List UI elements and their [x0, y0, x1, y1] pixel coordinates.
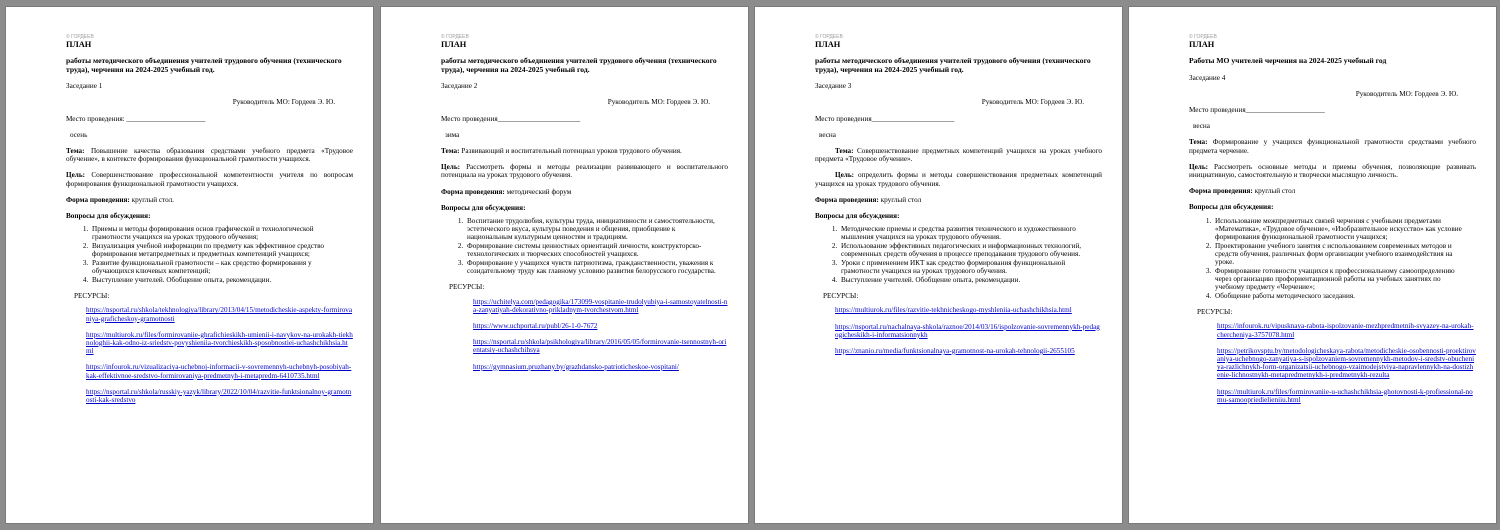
plan-heading: ПЛАН [66, 40, 92, 49]
topic-text: Совершенствование предметных компетенций учащихся на уроках учебного предмета «Трудовое обучение». [815, 147, 1103, 164]
form-label: Форма проведения: [815, 195, 879, 204]
question-item: 3. Уроки с применением ИКТ как средство формирования функциональной грамотности учащихся на уроках трудового обучения. [839, 259, 1096, 275]
question-item: 1. Приемы и методы формирования основ графической и технологической грамотности учащихся на уроках трудового обучения; [90, 225, 347, 241]
watermark: © ГОРДЕЕВ [66, 34, 94, 40]
goal-label: Цель: [1189, 162, 1209, 171]
season-label: весна [1193, 122, 1210, 131]
questions-heading: Вопросы для обсуждения: [1189, 203, 1274, 212]
leader-line: Руководитель МО: Гордеев Э. Ю. [1355, 89, 1458, 98]
resource-link[interactable]: https://infourok.ru/vipusknaya-rabota-ispolzovanie-mezhpredmetnih-svyazey-na-urokah-chercheniya-3757078.html [1217, 322, 1474, 339]
form-label: Форма проведения: [1189, 187, 1253, 196]
resource-link[interactable]: https://nsportal.ru/shkola/psikhologiya/library/2016/05/05/formirovanie-tsennostnyh-orientatsiy-uchashchihsya [473, 338, 727, 355]
session-number: Заседание 4 [1189, 73, 1226, 82]
resource-link[interactable]: https://multiurok.ru/files/formirovaniie-u-uchashchikhsia-ghotovnosti-k-profiessional-nomu-samoopriedielieniiu.html [1217, 387, 1473, 404]
page-2 [380, 6, 749, 524]
resource-link[interactable]: https://infourok.ru/vizualizaciya-uchebnoj-informacii-v-sovremennyh-uchebnyh-posobiyah-kak-effektivnoe-sredstvo-formirovaniya-predmetnyh-i-metapredm-6410735.html [86, 363, 352, 380]
topic-text: Повышение качества образования средствами учебного предмета «Трудовое обучение», в контексте формирования функциональной грамотности учащихся. [66, 147, 353, 164]
question-item: 4. Выступление учителей. Обобщение опыта, рекомендации. [839, 276, 1096, 284]
plan-title: работы методического объединения учителей трудового обучения (технического труда), черчения на 2024-2025 учебный год. [441, 56, 717, 74]
topic-label: Тема: [1189, 138, 1208, 147]
season-label: зима [445, 130, 460, 139]
resource-link[interactable]: https://www.uchportal.ru/publ/26-1-0-7672 [473, 322, 598, 331]
goal-label: Цель: [66, 171, 86, 180]
question-item: 1. Воспитание трудолюбия, культуры труда, инициативности и самостоятельности, эстетического вкуса, культуры поведения и общения, приобщение к национальным культурным ценностям и традициям. [465, 217, 722, 242]
plan-heading: ПЛАН [441, 40, 467, 49]
leader-line: Руководитель МО: Гордеев Э. Ю. [232, 98, 335, 107]
topic-paragraph [815, 147, 1108, 163]
topic-paragraph [1189, 138, 1482, 154]
resources-heading: РЕСУРСЫ: [823, 292, 859, 301]
place-line: Место проведения______________________ [1189, 106, 1325, 114]
watermark: © ГОРДЕЕВ [441, 34, 469, 40]
resources-links [66, 306, 359, 404]
place-line: Место проведения: ______________________ [66, 114, 206, 123]
goal-paragraph [441, 163, 734, 179]
goal-paragraph [1189, 163, 1482, 179]
topic-label: Тема: [66, 147, 85, 155]
resources-heading: РЕСУРСЫ: [1197, 308, 1233, 317]
page-4 [1128, 6, 1497, 524]
resources-heading: РЕСУРСЫ: [74, 292, 110, 301]
goal-paragraph [815, 171, 1108, 187]
topic-label: Тема: [441, 147, 460, 155]
form-paragraph [815, 196, 1108, 204]
question-item: 4. Выступление учителей. Обобщение опыта, рекомендации. [90, 276, 347, 284]
form-text: круглый стол [1254, 187, 1296, 196]
plan-title: работы методического объединения учителей трудового обучения (технического труда), черчения на 2024-2025 учебный год. [815, 56, 1091, 74]
season-label: весна [819, 130, 836, 139]
form-label: Форма проведения: [66, 195, 130, 204]
question-item: 1. Использование межпредметных связей черчения с учебными предметами «Математика», «Трудовое обучение», «Изобразительное искусство» как условие формирования функциональной грамотности учащихся; [1213, 217, 1470, 242]
question-item: 2. Проектирование учебного занятия с использованием современных методов и средств обучения, различных форм организации учебного взаимодействия на уроке. [1213, 242, 1470, 267]
form-paragraph [441, 188, 734, 196]
question-item: 4. Обобщение работы методического заседания. [1213, 292, 1470, 300]
form-text: круглый стол. [131, 195, 174, 204]
form-text: методический форум [506, 187, 572, 196]
session-number: Заседание 3 [815, 82, 852, 91]
leader-line: Руководитель МО: Гордеев Э. Ю. [981, 98, 1084, 107]
resource-link[interactable]: https://nsportal.ru/nachalnaya-shkola/raznoe/2014/03/16/ispolzovanie-sovremennykh-pedagogicheskikh-i-informatsionnykh [835, 322, 1100, 339]
topic-text: Развивающий и воспитательный потенциал уроков трудового обучения. [461, 147, 682, 155]
page-3 [754, 6, 1123, 524]
form-paragraph [1189, 187, 1482, 195]
question-item: 2. Формирование системы ценностных ориентаций личности, конструкторско-технологических и творческих способностей учащихся. [465, 242, 722, 258]
form-label: Форма проведения: [441, 187, 505, 196]
resources-heading: РЕСУРСЫ: [449, 283, 485, 292]
question-item: 3. Формирование у учащихся чувств патриотизма, гражданственности, уважения к созидательному труду как главному условию развития белорусского государства. [465, 259, 722, 275]
resource-link[interactable]: https://petrikovsptu.by/metodologicheskaya-rabota/metodicheskie-osobennosti-proektirovaniya-uchebnogo-zanyatiya-s-ispolzovaniem-sovremennykh-metodov-i-sredstv-obucheniya-razlichnykh-form-organizatsii-uchebnogo-vzaimodejstviya-napravlennykh-na-dostizhenie-lichnostnykh-metapredmetnykh-i-predmetnykh-rezulta [1217, 346, 1476, 380]
topic-paragraph [441, 147, 734, 155]
resources-links [441, 298, 734, 371]
questions-list [90, 225, 359, 284]
goal-text: Рассмотреть формы и методы реализации развивающего и воспитательного потенциала на уроках трудового обучения. [441, 163, 728, 180]
resources-links [815, 306, 1108, 355]
topic-label: Тема: [835, 147, 854, 155]
goal-label: Цель: [441, 163, 461, 172]
plan-heading: ПЛАН [1189, 40, 1215, 49]
questions-heading: Вопросы для обсуждения: [441, 203, 526, 212]
question-item: 2. Использование эффективных педагогических и информационных технологий, современных средств обучения в процессе преподавания трудового обучения. [839, 242, 1096, 258]
session-number: Заседание 2 [441, 82, 478, 91]
goal-text: определить формы и методы совершенствования предметных компетенций учащихся на уроках трудового обучения. [815, 171, 1103, 188]
plan-title: Работы МО учителей черчения на 2024-2025 учебный год [1189, 56, 1387, 65]
questions-heading: Вопросы для обсуждения: [815, 212, 900, 221]
season-label: осень [70, 130, 88, 139]
plan-title: работы методического объединения учителей трудового обучения (технического труда), черчения на 2024-2025 учебный год. [66, 56, 342, 74]
resource-link[interactable]: https://uchitelya.com/pedagogika/173099-vospitanie-trudolyubiya-i-samostoyatelnosti-na-zanyatiyah-dekorativno-prikladnym-tvorchestvom.html [473, 297, 728, 314]
question-item: 3. Формирование готовности учащихся к профессиональному самоопределению через организацию профориентационной работы на учебных занятиях по учебному предмету «Черчение»; [1213, 267, 1470, 292]
resource-link[interactable]: https://multiurok.ru/files/formirovaniie-ghrafichieskikh-umienii-i-navykov-na-urokakh-tiekhnologhii-kak-odno-iz-sriedstv-povyshieniia-tvorchieskikh-sposobnostiei-uchashchikhsia.html [86, 330, 353, 356]
goal-text: Совершенствование профессиональной компетентности учителя по вопросам формирования функциональной грамотности учащихся. [66, 171, 353, 188]
questions-list [839, 225, 1108, 284]
question-item: 3. Развитие функциональной грамотности – как средство формирования у обучающихся ключевых компетенций; [90, 259, 347, 275]
resource-link[interactable]: https://nsportal.ru/shkola/tekhnologiya/library/2013/04/15/metodicheskie-aspekty-formirovaniya-graficheskoy-gramotnosti [86, 306, 353, 323]
resources-links [1189, 322, 1482, 404]
resource-link[interactable]: https://multiurok.ru/files/razvitie-tekhnicheskogo-myshleniia-uchashchikhsia.html [835, 306, 1072, 315]
question-item: 1. Методические приемы и средства развития технического и художественного мышления учащихся на уроках трудового обучения. [839, 225, 1096, 241]
goal-text: Рассмотреть основные методы и приемы обучения, позволяющие развивать инициативную, самостоятельную и творчески мыслящую личность. [1189, 162, 1477, 180]
question-item: 2. Визуализация учебной информации по предмету как эффективное средство формирования метапредметных и предметных компетенций учащихся; [90, 242, 347, 258]
form-text: круглый стол [880, 195, 922, 204]
place-line: Место проведения_______________________ [441, 114, 581, 123]
watermark: © ГОРДЕЕВ [815, 34, 843, 40]
leader-line: Руководитель МО: Гордеев Э. Ю. [607, 98, 710, 107]
goal-label: Цель: [835, 171, 855, 180]
plan-heading: ПЛАН [815, 40, 841, 49]
resource-link[interactable]: https://nsportal.ru/shkola/russkiy-yazyk/library/2022/10/04/razvitie-funktsionalnoy-gramotnosti-kak-sredstvo [86, 387, 352, 404]
questions-list [1213, 217, 1482, 301]
watermark: © ГОРДЕЕВ [1189, 34, 1217, 40]
place-line: Место проведения_______________________ [815, 114, 955, 123]
topic-text: Формирование у учащихся функциональной грамотности средствами учебного предмета черчение. [1189, 138, 1476, 155]
topic-paragraph [66, 147, 359, 163]
resource-link[interactable]: https://gymnasium.pruzhany.by/grazhdansko-patrioticheskoe-vospitani/ [473, 362, 679, 371]
page-1 [5, 6, 374, 524]
resource-link[interactable]: https://znanio.ru/media/funktsionalnaya-gramotnost-na-urokah-tehnologii-2655105 [835, 346, 1075, 355]
questions-list [465, 217, 734, 275]
form-paragraph [66, 196, 359, 204]
goal-paragraph [66, 171, 359, 187]
session-number: Заседание 1 [66, 82, 103, 91]
questions-heading: Вопросы для обсуждения: [66, 212, 151, 221]
